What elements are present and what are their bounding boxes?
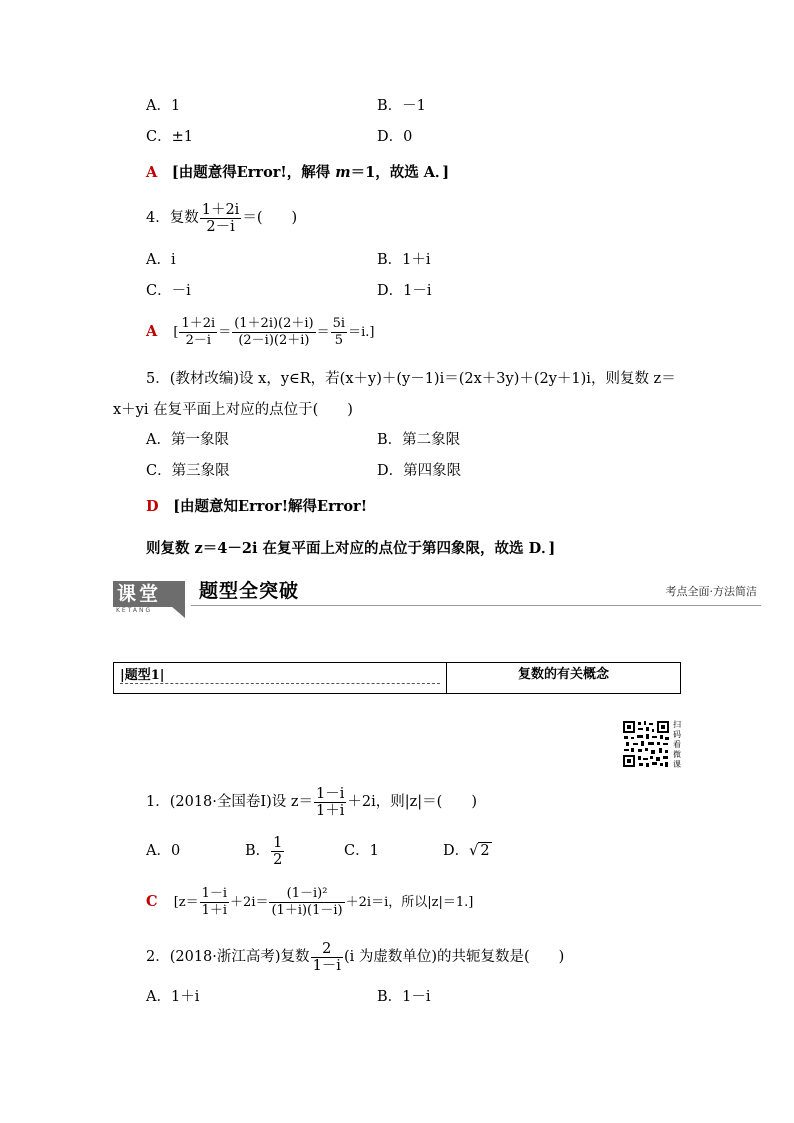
q3-option-d: D．0 [377, 129, 413, 145]
q5-option-d: D．第四象限 [377, 463, 462, 479]
q3-option-b: B．－1 [377, 98, 426, 114]
fraction: $\frac{5i}{5}$ [332, 316, 346, 348]
q4-option-b: B．1＋i [377, 252, 431, 268]
fraction: $\frac{1+2i}{2-i}$ [201, 201, 240, 235]
type-label: |题型1| [120, 668, 165, 683]
q3-option-c: C．±1 [146, 129, 193, 145]
answer-text: [由题意得Error!，解得 m＝1，故选 A．] [171, 164, 450, 181]
fraction: $\frac{2}{1-i}$ [312, 940, 341, 974]
p1-stem: 1．(2018·全国卷Ⅰ)设 z＝ $\frac{1-i}{1+i}$ ＋2i，则|z|＝( ) [146, 785, 477, 819]
q5-option-c: C．第三象限 [146, 463, 230, 479]
banner-badge-text: 课堂 [117, 583, 162, 605]
q5-answer-line2: 则复数 z＝4－2i 在复平面上对应的点位于第四象限，故选 D．] [146, 540, 556, 557]
p2-option-a: A．1＋i [146, 989, 200, 1005]
type-table-left-cell [114, 663, 447, 693]
q4-stem: 4．复数 $\frac{1+2i}{2-i}$ ＝( ) [146, 201, 298, 235]
dashed-line [120, 683, 440, 684]
p1-option-a: A．0 [146, 843, 181, 859]
answer-letter: C [146, 893, 158, 910]
answer-letter: A [146, 323, 158, 340]
section-banner [113, 578, 763, 618]
banner-main [191, 578, 761, 604]
sqrt-symbol: √ 2 [469, 843, 490, 859]
q4-option-c: C．－i [146, 283, 191, 299]
q5-stem-line1: 5．(教材改编)设 x，y∈R，若(x＋y)＋(y－1)i＝(2x＋3y)＋(2y＋1)i，则复数 z＝ [146, 371, 676, 387]
q5-option-a: A．第一象限 [146, 432, 229, 448]
qr-side-text: 扫码看微课 [673, 720, 681, 769]
type-table [113, 662, 681, 694]
p1-answer: C [z＝ $\frac{1-i}{1+i}$ ＋2i＝ $\frac{\text{(1－i)²}}{(1+i)(1-i)}$ ＋2i＝i，所以|z|＝1.] [146, 886, 474, 918]
q5-answer: D [由题意知Error!解得Error! [146, 498, 368, 515]
q5-option-b: B．第二象限 [377, 432, 461, 448]
qr-code-icon [622, 720, 670, 768]
fraction: $\frac{1-i}{1+i}$ [201, 886, 228, 918]
q5-stem-line2: x＋yi 在复平面上对应的点位于( ) [113, 402, 353, 418]
fraction: $\frac{\text{(1－i)²}}{(1+i)(1-i)}$ [271, 886, 343, 918]
fraction: $\frac{1+2i}{2-i}$ [181, 316, 216, 348]
fraction: $\frac{1-i}{1+i}$ [316, 785, 345, 819]
banner-right-text: 考点全面·方法简洁 [665, 585, 757, 598]
q4-answer: A [ $\frac{1+2i}{2-i}$ ＝ $\frac{(1+2i)(2+i)}{(2-i)(2+i)}$ ＝ $\frac{5i}{5}$ ＝i.] [146, 316, 375, 348]
p1-option-d: D．√ 2 [443, 843, 490, 859]
banner-underline [191, 605, 761, 606]
q3-option-a: A．1 [146, 98, 181, 114]
p2-stem: 2．(2018·浙江高考)复数 $\frac{2}{1-i}$ (i 为虚数单位)的共轭复数是( ) [146, 940, 565, 974]
banner-corner-shape [171, 606, 185, 618]
q4-option-d: D．1－i [377, 283, 432, 299]
type-table-right-cell: 复数的有关概念 [517, 667, 609, 682]
p1-option-c: C．1 [344, 843, 379, 859]
q3-answer [146, 163, 449, 183]
answer-letter: D [146, 498, 159, 515]
p1-option-b: B． $\frac{1}{2}$ [245, 834, 283, 868]
banner-badge-subtitle: KETANG [116, 607, 153, 614]
p2-option-b: B．1－i [377, 989, 431, 1005]
q4-option-a: A．i [146, 252, 176, 268]
fraction: $\frac{1}{2}$ [273, 834, 283, 868]
answer-letter: A [146, 164, 158, 181]
banner-title: 题型全突破 [199, 580, 300, 602]
fraction: $\frac{(1+2i)(2+i)}{(2-i)(2+i)}$ [234, 316, 314, 348]
banner-badge [113, 581, 185, 607]
